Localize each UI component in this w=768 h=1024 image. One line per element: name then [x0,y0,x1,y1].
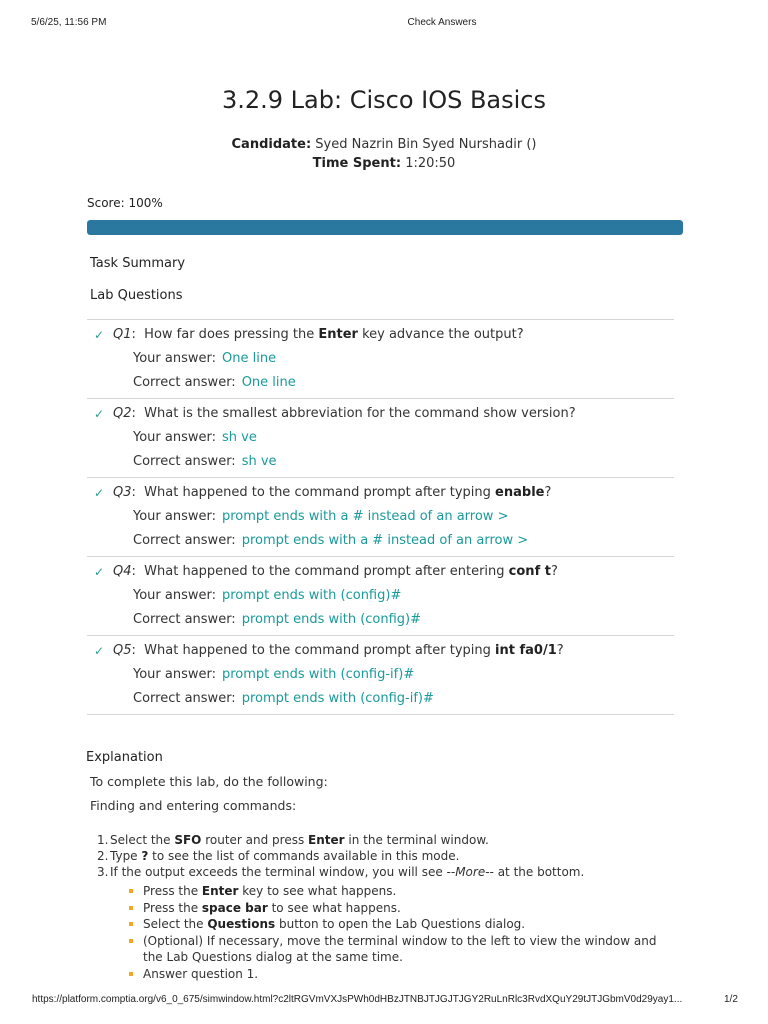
candidate-name: Syed Nazrin Bin Syed Nurshadir () [315,137,537,152]
correct-answer-label: Correct answer: [133,691,236,706]
sub-step-keyword: Questions [207,917,276,931]
sub-step-text: to see what happens. [267,900,401,915]
question-text-before: What is the smallest abbreviation for the command show version? [144,406,576,421]
question-text [94,327,524,342]
square-bullet-icon [129,922,133,926]
sub-step-text: (Optional) If necessary, move the terminal window to the left to view the window and the Lab Questions dialog at the same time. [143,933,657,964]
lab-title: 3.2.9 Lab: Cisco IOS Basics [221,86,547,114]
explanation-steps [97,832,677,982]
step-keyword: --More-- [446,865,494,879]
your-answer-row [133,430,257,445]
correct-answer-value: prompt ends with a # instead of an arrow > [241,533,529,548]
correct-answer-row [133,612,421,627]
explanation-intro: To complete this lab, do the following: [90,774,328,789]
question-colon: : [131,564,136,579]
sub-step-text: key to see what happens. [238,884,397,898]
sub-step-text: Select the [143,917,208,931]
square-bullet-icon [129,906,133,910]
question-keyword: Enter [318,327,358,342]
question-text-before: What happened to the command prompt after typing [144,643,496,658]
your-answer-row [133,509,508,524]
question-colon: : [131,406,136,421]
task-summary-heading: Task Summary [90,256,186,271]
sub-step-item [129,900,677,917]
time-spent-value: 1:20:50 [405,156,456,171]
score-text: Score: 100% [87,196,163,210]
square-bullet-icon [129,939,133,943]
question-number: Q3 [113,485,132,500]
your-answer-value: sh ve [222,430,257,445]
correct-answer-label: Correct answer: [133,375,236,390]
sub-step-keyword: Enter [201,884,239,898]
question-colon: : [131,327,136,342]
question-text [94,406,576,421]
square-bullet-icon [129,972,133,976]
step-text: in the terminal window. [344,833,489,847]
question-item-q4 [87,557,674,636]
step-number: 2. [97,849,109,863]
your-answer-label: Your answer: [133,588,216,603]
step-text: at the bottom. [493,865,585,879]
print-datetime: 5/6/25, 11:56 PM [31,17,107,28]
question-keyword: conf t [508,564,551,579]
explanation-subheading: Finding and entering commands: [90,798,297,813]
sub-step-item [129,883,677,900]
check-icon: ✓ [94,486,105,500]
question-number: Q4 [113,564,132,579]
step-number: 3. [97,865,109,879]
your-answer-row [133,667,414,682]
sub-step-text: Press the [143,900,202,915]
question-list [87,319,674,715]
question-colon: : [131,643,136,658]
step-text: If the output exceeds the terminal window, you will see [110,865,447,879]
your-answer-label: Your answer: [133,509,216,524]
step-text: router and press [201,833,309,847]
question-text [94,564,558,579]
sub-step-item [129,933,677,966]
print-url: https://platform.comptia.org/v6_0_675/simwindow.html?c2ltRGVmVXJsPWh0dHBzJTNBJTJGJTJGY2RuLnRlc3RvdXQuY29tJTJGbmV0d29yay1... [32,994,683,1005]
correct-answer-label: Correct answer: [133,533,236,548]
step-item [97,848,677,864]
sub-steps [110,883,677,982]
question-text-after: ? [556,643,564,658]
question-item-q5 [87,636,674,715]
question-colon: : [131,485,136,500]
correct-answer-row [133,691,434,706]
print-page-title: Check Answers [407,17,477,28]
question-item-q2 [87,399,674,478]
square-bullet-icon [129,889,133,893]
check-icon: ✓ [94,328,105,342]
your-answer-row [133,351,276,366]
step-text: Type [110,849,142,863]
question-number: Q5 [113,643,132,658]
sub-step-text: Answer question 1. [143,966,259,981]
question-text-after: ? [544,485,552,500]
question-number: Q1 [113,327,132,342]
step-keyword: SFO [174,833,202,847]
step-keyword: Enter [308,833,345,847]
your-answer-label: Your answer: [133,667,216,682]
question-text-before: What happened to the command prompt after typing [144,485,496,500]
question-text-after: ? [550,564,558,579]
correct-answer-row [133,533,528,548]
step-text: Select the [110,833,175,847]
sub-step-text: Press the [143,884,202,898]
candidate-line [0,137,768,152]
step-item [97,864,677,982]
correct-answer-value: sh ve [241,454,277,469]
lab-questions-heading: Lab Questions [90,288,183,303]
explanation-heading: Explanation [86,750,163,765]
step-keyword: ? [141,849,149,863]
correct-answer-row [133,375,296,390]
score-progress-fill [87,220,683,235]
correct-answer-label: Correct answer: [133,612,236,627]
your-answer-value: prompt ends with (config)# [222,588,402,603]
question-text [94,643,564,658]
correct-answer-row [133,454,277,469]
question-item-q3 [87,478,674,557]
check-icon: ✓ [94,565,105,579]
your-answer-value: One line [222,351,277,366]
check-icon: ✓ [94,644,105,658]
sub-step-item [129,916,677,933]
question-text [94,485,552,500]
print-page-number: 1/2 [724,994,738,1005]
correct-answer-value: prompt ends with (config)# [241,612,422,627]
candidate-label: Candidate: [231,137,312,152]
check-icon: ✓ [94,407,105,421]
sub-step-item [129,966,677,983]
question-text-after: key advance the output? [357,327,524,342]
sub-step-keyword: space bar [201,900,268,915]
correct-answer-value: One line [241,375,296,390]
time-spent-line [0,156,768,171]
question-text-before: What happened to the command prompt after entering [144,564,509,579]
step-text: to see the list of commands available in this mode. [148,849,460,863]
score-progress-bar [87,220,683,235]
your-answer-row [133,588,401,603]
question-text-before: How far does pressing the [144,327,319,342]
question-number: Q2 [113,406,132,421]
time-spent-label: Time Spent: [312,156,402,171]
your-answer-label: Your answer: [133,430,216,445]
step-item [97,832,677,848]
correct-answer-value: prompt ends with (config-if)# [241,691,434,706]
step-number: 1. [97,833,109,847]
your-answer-value: prompt ends with a # instead of an arrow > [222,509,509,524]
question-keyword: enable [495,485,545,500]
sub-step-text: button to open the Lab Questions dialog. [275,917,526,931]
correct-answer-label: Correct answer: [133,454,236,469]
your-answer-label: Your answer: [133,351,216,366]
your-answer-value: prompt ends with (config-if)# [222,667,415,682]
question-keyword: int fa0/1 [495,643,557,658]
question-item-q1 [87,320,674,399]
